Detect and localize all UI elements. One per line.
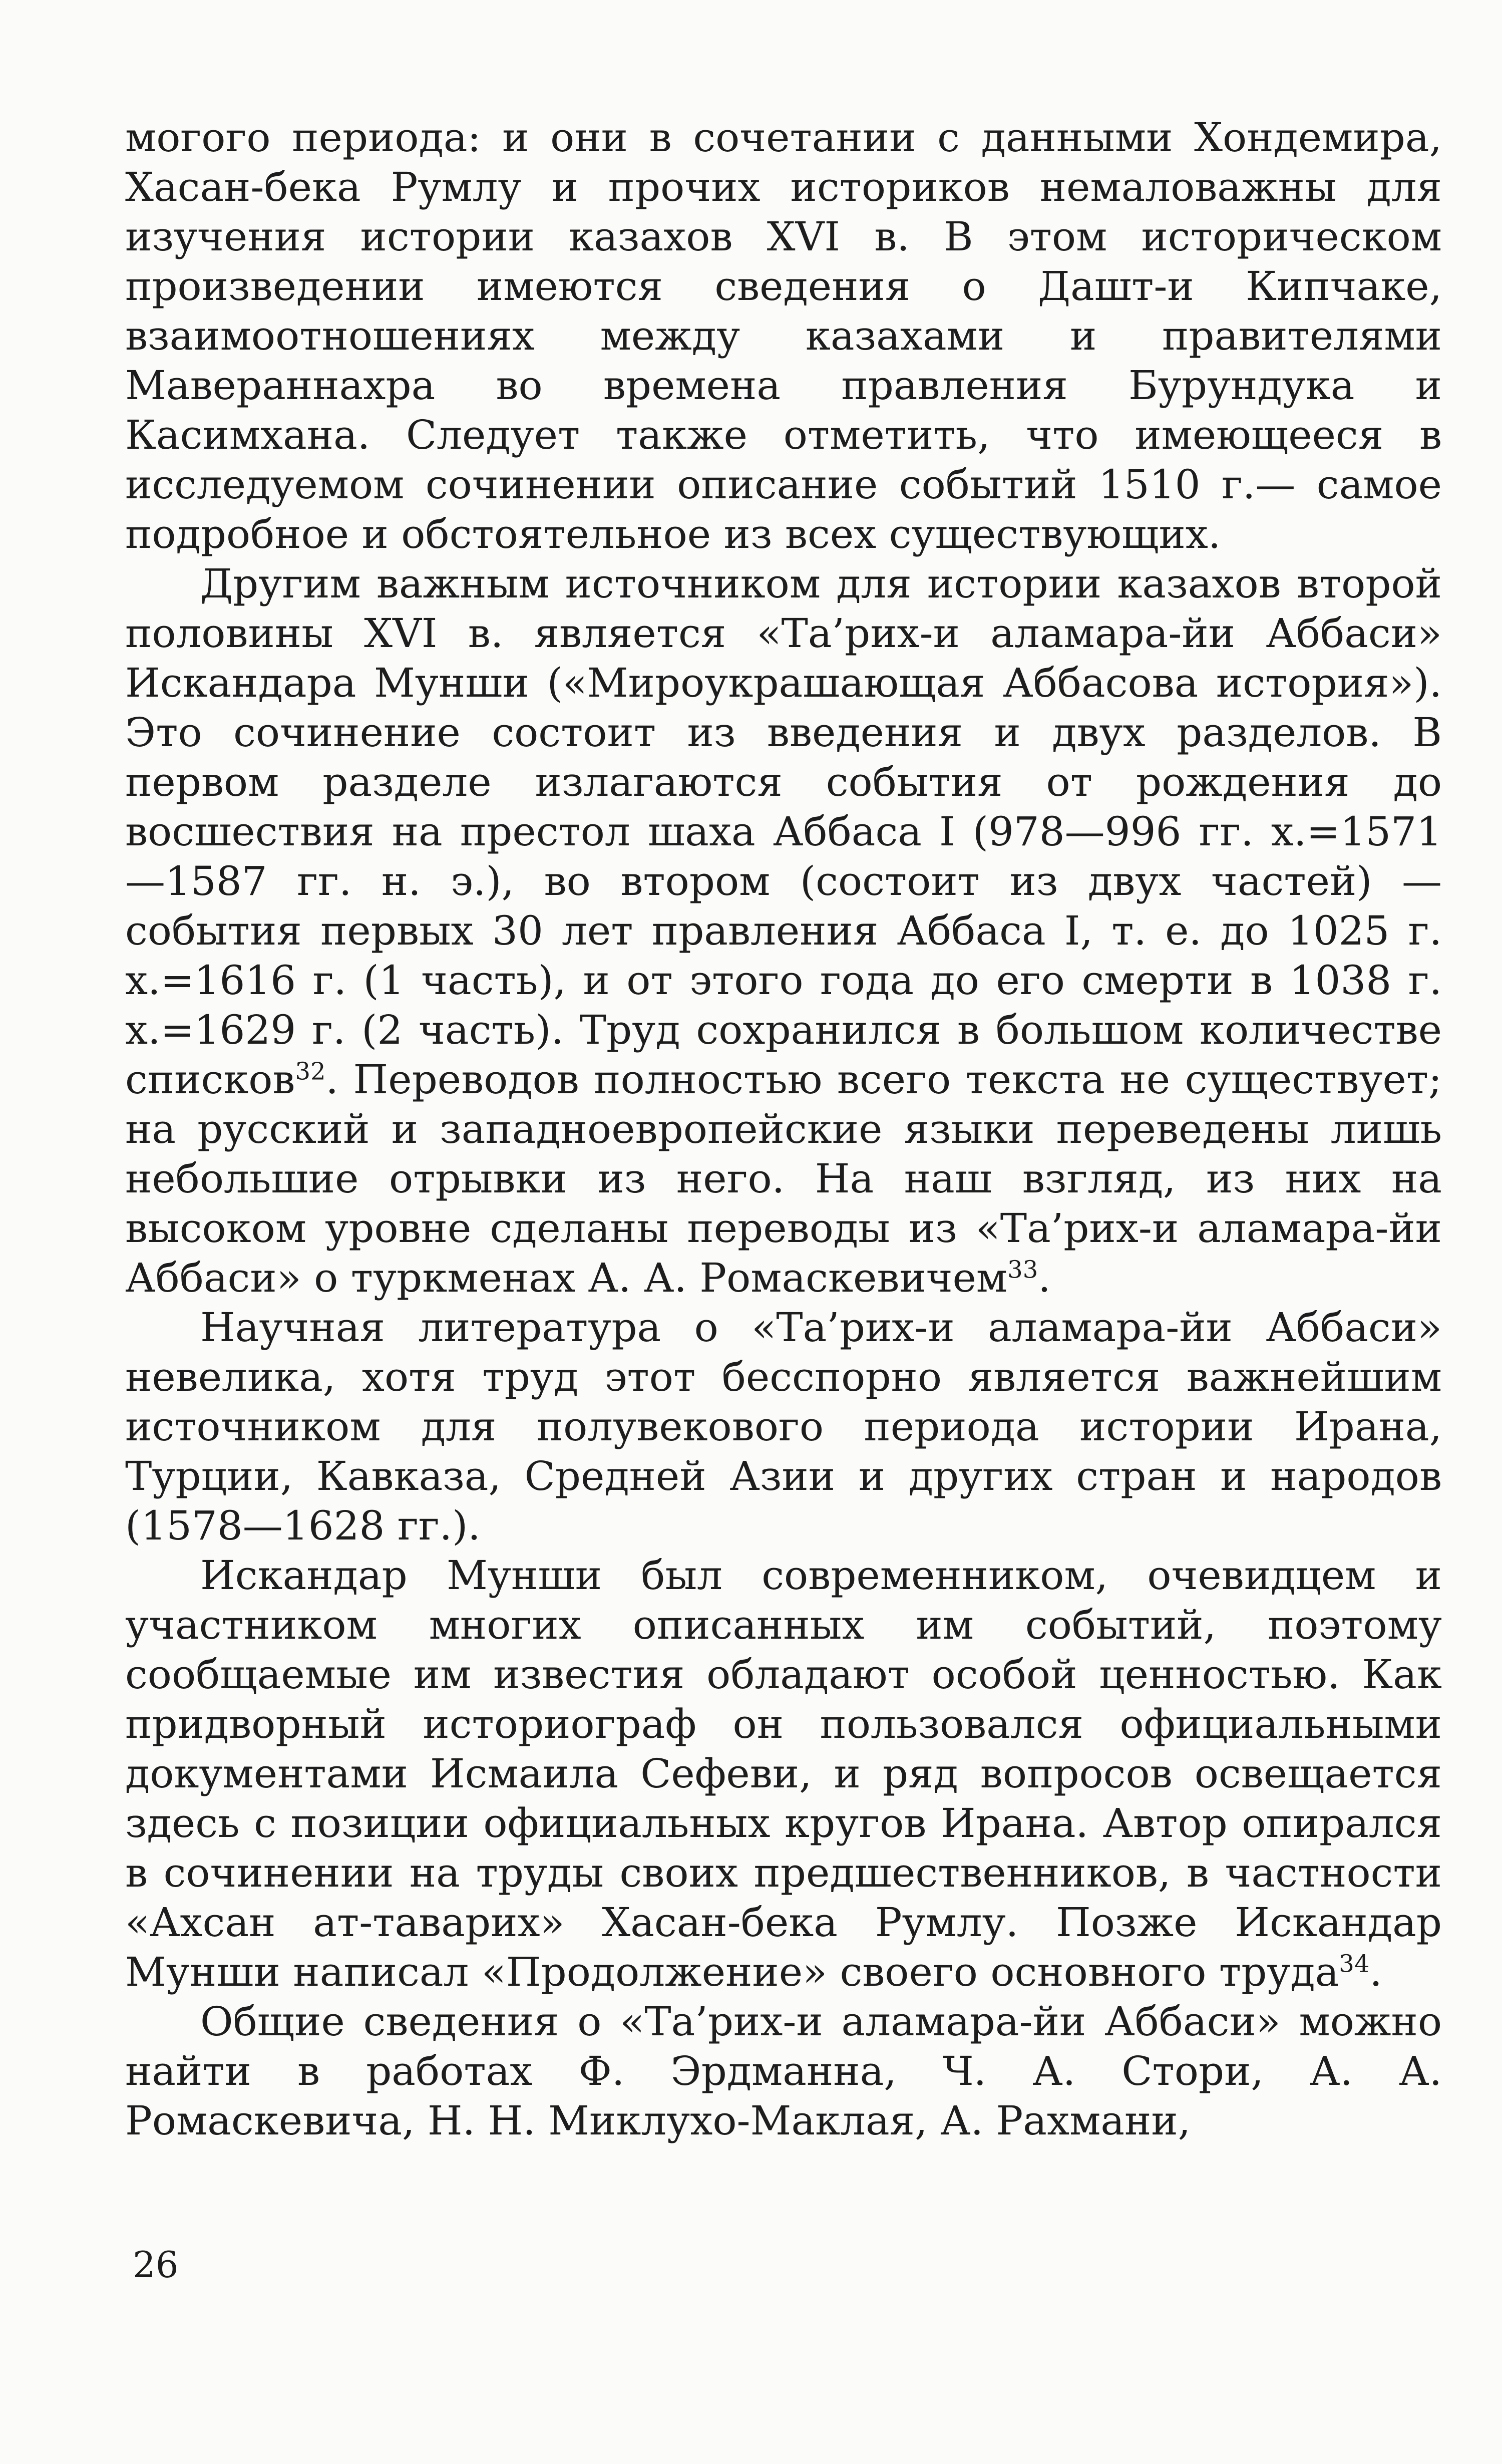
paragraph-text: . (1038, 1255, 1051, 1301)
paragraph-text: . (1369, 1949, 1382, 1995)
footnote-reference: 33 (1007, 1256, 1038, 1284)
paragraph (125, 559, 1442, 1303)
paragraph-text: Другим важным источником для истории казахов второй половины XVI в. является «Та’рих-и аламара-йи Аббаси» Искандара Мунши («Мироукрашающая Аббасова история»). Это сочинение состоит из введения и двух разделов. В первом разделе излагаются события от рождения до восшествия на престол шаха Аббаса I (978—996 гг. х.=1571—1587 гг. н. э.), во втором (состоит из двух частей) — события первых 30 лет правления Аббаса I, т. е. до 1025 г. х.=1616 г. (1 часть), и от этого года до его смерти в 1038 г. х.=1629 г. (2 часть). Труд сохранился в большом количестве списков (125, 560, 1442, 1103)
body-text (125, 113, 1442, 2145)
paragraph (125, 113, 1442, 559)
footnote-reference: 34 (1339, 1950, 1370, 1978)
page-number: 26 (133, 2244, 179, 2286)
paragraph-text: Научная литература о «Та’рих-и аламара-йи Аббаси» невелика, хотя труд этот бесспорно является важнейшим источником для полувекового периода истории Ирана, Турции, Кавказа, Средней Азии и других стран и народов (1578—1628 гг.). (125, 1304, 1442, 1549)
paragraph (125, 1303, 1442, 1551)
paragraph-text: . Переводов полностью всего текста не существует; на русский и западноевропейские языки переведены лишь небольшие отрывки из него. На наш взгляд, из них на высоком уровне сделаны переводы из «Та’рих-и аламара-йи Аббаси» о туркменах А. А. Ромаскевичем (125, 1056, 1442, 1301)
footnote-reference: 32 (295, 1057, 326, 1086)
paragraph (125, 1551, 1442, 1997)
paragraph-text: Искандар Мунши был современником, очевидцем и участником многих описанных им событий, поэтому сообщаемые им известия обладают особой ценностью. Как придворный историограф он пользовался официальными документами Исмаила Сефеви, и ряд вопросов освещается здесь с позиции официальных кругов Ирана. Автор опирался в сочинении на труды своих предшественников, в частности «Ахсан ат-таварих» Хасан-бека Румлу. Позже Искандар Мунши написал «Продолжение» своего основного труда (125, 1552, 1442, 1995)
paragraph-text: Общие сведения о «Та’рих-и аламара-йи Аббаси» можно найти в работах Ф. Эрдманна, Ч. А. Стори, А. А. Ромаскевича, Н. Н. Миклухо-Маклая, А. Рахмани, (125, 1998, 1442, 2144)
paragraph-text: могого периода: и они в сочетании с данными Хондемира, Хасан-бека Румлу и прочих историков немаловажны для изучения истории казахов XVI в. В этом историческом произведении имеются сведения о Дашт-и Кипчаке, взаимоотношениях между казахами и правителями Мавераннахра во времена правления Бурундука и Касимхана. Следует также отметить, что имеющееся в исследуемом сочинении описание событий 1510 г.— самое подробное и обстоятельное из всех существующих. (125, 114, 1442, 557)
paragraph (125, 1997, 1442, 2145)
